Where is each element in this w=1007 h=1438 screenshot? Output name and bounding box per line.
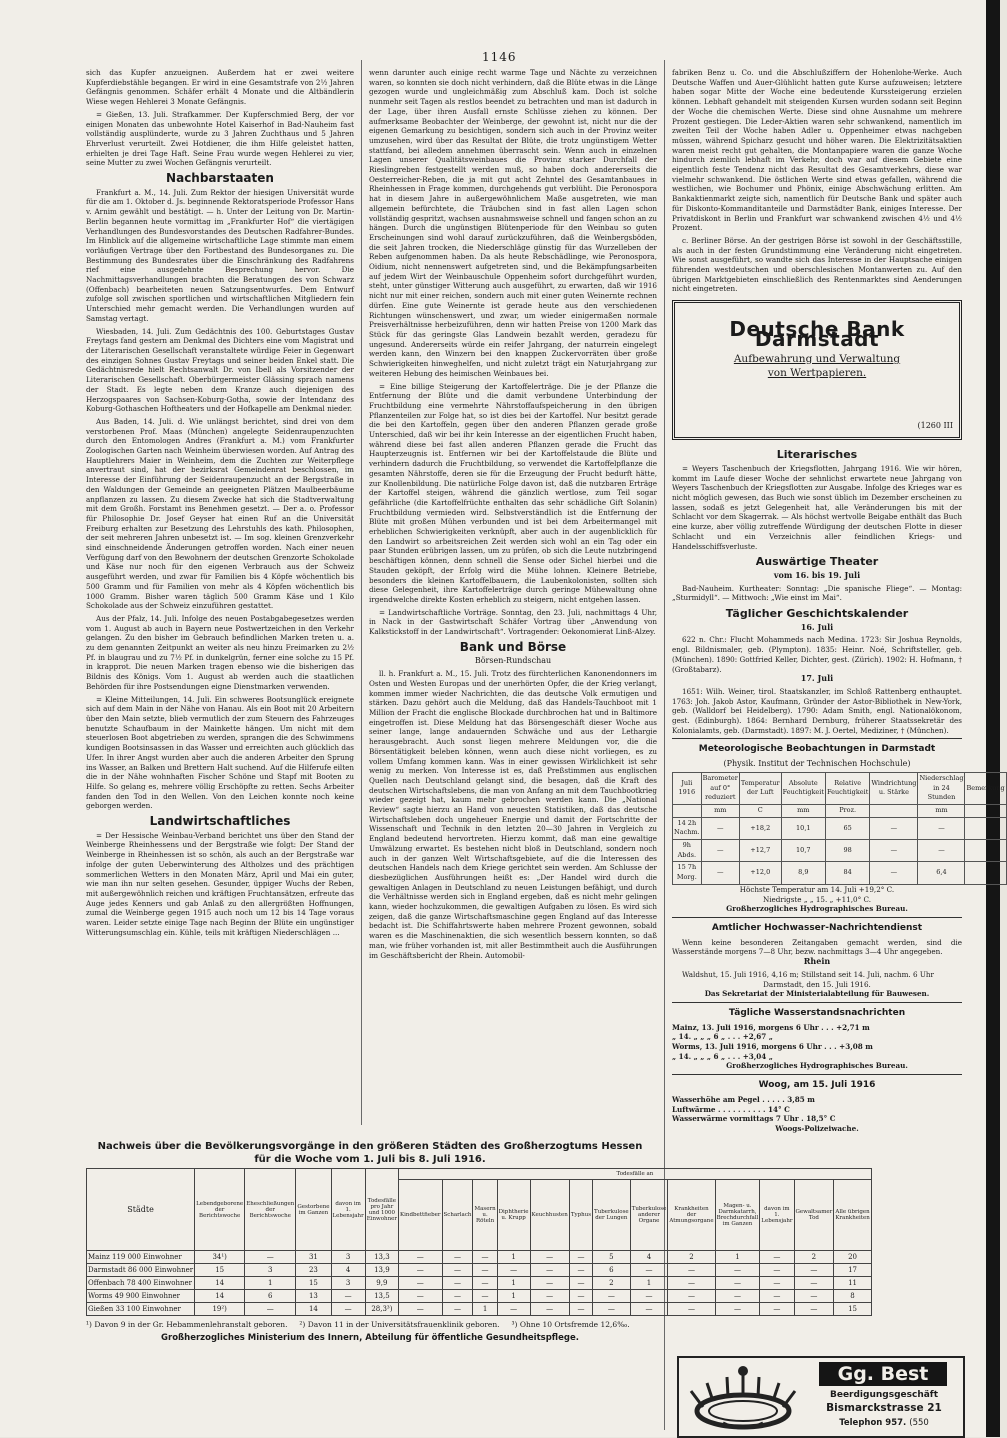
statistics-cell: — xyxy=(593,1290,631,1303)
article-weyers: = Weyers Taschenbuch der Kriegsflotten, Jahrgang 1916. Wie wir hören, kommt im Laufe dieser Woche der sehnlichst erwartete neue Jahrgang von Weyers Taschenbuch der Kriegsflotten zur Ausgabe. Infolge des Krieges war es nicht möglich gewesen, das Buch wie sonst üblich im Dezember erscheinen zu lassen, sodaß es jetzt Gelegenheit hat, alle Veränderungen bis mit der Schlacht vor dem Skagerrak. — Als höchst wertvolle Beigabe enthält das Buch eine kurze, aber völlig zutreffende Würdigung der deutschen Flotte in dieser Schlacht und ein Verzeichnis aller feindlichen Kriegs- und Handelsschiffsverluste. xyxy=(672,463,962,551)
wasserstand-line: Mainz, 13. Juli 1916, morgens 6 Uhr . . . +2,71 m xyxy=(672,1022,870,1032)
header-death-group: Todesfälle an xyxy=(399,1169,872,1180)
weather-header: Relative Feuchtigkeit xyxy=(825,772,869,804)
statistics-cell: 3 xyxy=(331,1277,365,1290)
statistics-cell: — xyxy=(794,1290,834,1303)
statistics-cell: 2 xyxy=(668,1251,715,1264)
statistics-cell: — xyxy=(668,1303,715,1316)
statistics-row xyxy=(87,1277,872,1290)
header-col: Scharlach xyxy=(442,1180,473,1251)
weather-cell: — xyxy=(918,840,965,862)
statistics-body xyxy=(87,1251,872,1316)
subheading-dates: vom 16. bis 19. Juli xyxy=(773,569,861,580)
statistics-cell: — xyxy=(399,1264,442,1277)
statistics-cell: — xyxy=(760,1290,794,1303)
section-heading-bank-boerse: Bank und Börse xyxy=(459,639,567,654)
header-col: Krankheiten der Atmungsorgane xyxy=(668,1180,715,1251)
header-col: Masern u. Röteln xyxy=(473,1180,497,1251)
calendar-16: 622 n. Chr.: Flucht Mohammeds nach Medina. 1723: Sir Joshua Reynolds, engl. Bildnismaler, geb. (Plympton). 1835: Heinr. Noé, Schriftsteller, geb. (München). 1890: Gottfried Keller, Dichter, gest. (Zürich). 1902: H. Hofmann, † (Großtabarz). xyxy=(672,635,962,674)
woog-footer: Woogs-Polizeiwache. xyxy=(775,1123,859,1133)
wasserstand-footer: Großherzogliches Hydrographisches Bureau. xyxy=(726,1061,908,1071)
header-col: davon im 1. Lebensjahr xyxy=(331,1169,365,1251)
statistics-cell: — xyxy=(630,1290,668,1303)
statistics-notes xyxy=(86,1320,654,1330)
article-pfalz: Aus der Pfalz, 14. Juli. Infolge des neuen Postabgabegesetzes werden vom 1. August ab auch in Bayern neue Postwertzeichen in den Verkehr gelangen. Zu den bisher im Gebrauch befindlichen Marken treten u. a. zu dem genannten Zeitpunkt an weiter als neu hinzu Freimarken zu 2½ Pf. in blaugrau und zu 7½ Pf. in dunkelgrün, ferner eine solche zu 15 Pf. in krapprot. Die neuen Marken tragen ebenso wie die bisherigen das Bildnis des Königs. Vom 1. August ab werden auch die staatlichen Behörden für ihre Postsendungen eigne Dienstmarken verwenden. xyxy=(86,613,354,691)
weather-cell: 98 xyxy=(825,840,869,862)
ad-line: Aufbewahrung und Verwaltung xyxy=(733,352,901,365)
statistics-cell: — xyxy=(473,1251,497,1264)
section-heading-geschichtskalender: Täglicher Geschichtskalender xyxy=(725,607,909,621)
header-city: Städte xyxy=(87,1169,195,1251)
weather-cell: — xyxy=(701,862,739,884)
article-giessen: = Gießen, 13. Juli. Strafkammer. Der Kupferschmied Berg, der vor einigen Monaten das unbewohnte Hotel Kaiserhof in Bad-Nauheim fast vollständig ausplünderte, wurde zu 3 Jahren Zuchthaus und 5 Jahren Ehrverlust verurteilt. Zwei Hotdiener, die ihm Hilfe geleistet hatten, erhielten je drei Tage Haft. Seine Frau wurde wegen Hehlerei zu vier, seine Mutter zu zwei Wochen Gefängnis verurteilt. xyxy=(86,109,354,168)
hochwasser-date: Darmstadt, den 15. Juli 1916. xyxy=(763,979,871,989)
article-text: fabriken Benz u. Co. und die Abschlußziffern der Hohenlohe-Werke. Auch Deutsche Waffen und Auer-Glühlicht hatten gute Kurse aufzuweisen; letztere haben sogar Mitte der Woche eine bedeutende Kurssteigerung erzielen können. Lebhaft gehandelt mit steigenden Kursen wurden sodann seit Beginn der Woche die chemischen Werte. Diese sind ohne Ausnahme um mehrere Prozent gestiegen. Die Leder-Aktien waren sehr schwankend, namentlich im zweiten Teil der Woche haben Adler u. Oppenheimer etwas nachgeben müssen, während Spicharz gesucht und höher waren. Die Elektrizitätsaktien waren meist recht gut gehalten, die Montanpapiere waren die ganze Woche hindurch ziemlich lebhaft im Verkehr, doch war auf diesem Gebiete eine eigentlich feste Tendenz nicht das Resultat des Gesamtverkehrs, diese war vielmehr schwankend. Die östlichen Werte sind etwas gefallen, während die westlichen, wie Bochumer und Phönix, einige Abschwächung erlitten. Am Bankaktienmarkt zeigte sich, namentlich für Deutsche Bank und später auch für Diskonto-Kommanditanteile und Darmstädter Bank, einiges Interesse. Der Privatdiskont in Berlin und Frankfurt war schwankend zwischen 4½ und 4½ Prozent. xyxy=(672,68,962,233)
weather-cell: 65 xyxy=(825,817,869,839)
statistics-cell: 14 xyxy=(195,1290,245,1303)
statistics-cell: — xyxy=(569,1264,592,1277)
article-kleine-mitteilungen: = Kleine Mitteilungen, 14. Juli. Ein schweres Bootsunglück ereignete sich auf dem Main in der Nähe von Hanau. Als ein Boot mit 20 Arbeitern über den Main setzte, blieb vermutlich der zum Steuern des Fahrzeuges benutzte Schaufbaum in der Mainkette hängen. Um nicht mit dem steuerlosen Boot abgetrieben zu werden, sprangen die des Schwimmens kundigen Bootsinsassen in das Wasser und erreichten auch glücklich das Ufer. In ihrer Angst wurden aber auch die anderen Arbeiter den Sprung ins Wasser, an Balken und Brettern Halt suchend. Auf die Hilferufe eilten die in der Nähe wohnhaften Fischer Schöne und Stapf mit Booten zu Hilfe. So gelang es, mehrere völlig Erschöpfte zu retten. Sechs Arbeiter fanden den Tod in den Wellen. Von den Leichen konnte noch keine geborgen werden. xyxy=(86,694,354,811)
statistics-cell: — xyxy=(245,1303,296,1316)
weather-unit: mm xyxy=(781,804,825,817)
weather-footer: Großherzogliches Hydrographisches Bureau. xyxy=(726,904,908,914)
section-heading-theater: Auswärtige Theater xyxy=(755,555,879,569)
wreath-icon xyxy=(683,1361,803,1433)
statistics-footer: Großherzogliches Ministerium des Innern, Abteilung für öffentliche Gesundheitspflege. xyxy=(161,1333,579,1343)
column-left xyxy=(86,68,354,1134)
statistics-cell: — xyxy=(442,1264,473,1277)
ad-reference: (1260 III xyxy=(917,421,953,431)
statistics-city: Worms 49 900 Einwohner xyxy=(87,1290,195,1303)
statistics-table xyxy=(86,1168,872,1316)
statistics-note: ³) Ohne 10 Ortsfremde 12,6‰. xyxy=(511,1320,630,1329)
statistics-cell: 2 xyxy=(794,1251,834,1264)
header-col: Eheschließungen der Berichtswoche xyxy=(245,1169,296,1251)
statistics-cell: — xyxy=(530,1303,569,1316)
statistics-cell: 1 xyxy=(630,1277,668,1290)
weather-max: Höchste Temperatur am 14. Juli +19,2° C. xyxy=(739,884,895,894)
subheading-institute: (Physik. Institut der Technischen Hochschule) xyxy=(723,759,911,769)
weather-row xyxy=(673,817,1007,839)
statistics-note: ²) Davon 11 in der Universitätsfrauenklinik geboren. xyxy=(299,1320,500,1329)
statistics-cell: — xyxy=(473,1264,497,1277)
statistics-cell: 6 xyxy=(593,1264,631,1277)
weather-cell: — xyxy=(870,840,918,862)
weather-unit xyxy=(965,804,1006,817)
statistics-cell: — xyxy=(442,1277,473,1290)
weather-cell: — xyxy=(701,840,739,862)
weather-unit-row xyxy=(673,804,1007,817)
statistics-cell: 15 xyxy=(296,1277,331,1290)
statistics-cell: — xyxy=(442,1251,473,1264)
statistics-cell: — xyxy=(760,1251,794,1264)
weather-cell: 14 2h Nachm. xyxy=(673,817,702,839)
statistics-cell: 28,3³) xyxy=(365,1303,398,1316)
weather-header: Barometer auf 0° reduziert xyxy=(701,772,739,804)
article-weinbau: = Der Hessische Weinbau-Verband berichtet uns über den Stand der Weinberge Rheinhessens und der Bergstraße wie folgt: Der Stand der Weinberge in Rheinhessen ist so schön, als auch an der Bergstraße war infolge der guten Ueberwinterung des Altholzes und des prächtigen sommerlichen Wetters in den Monaten März, April und Mai ein guter, wie man ihn nur selten gesehen. Gesunder, üppiger Wuchs der Reben, mit außergewöhnlich reichen und kräftigen Fruchtansätzen, erfreute das Auge jedes Kenners und gab Anlaß zu den allergrößten Hoffnungen, zumal die Weinberge gegen 1915 auch noch um 12 bis 14 Tage voraus waren. Leider setzte einige Tage nach Beginn der Blüte ein ungünstiger Witterungsumschlag ein. Kühle, teils mit kräftigen Niederschlägen ... xyxy=(86,830,354,937)
wasserstand-line: „ 14. „ „ „ 6 „ . . . +2,67 „ xyxy=(672,1032,773,1042)
divider xyxy=(672,1074,962,1075)
header-col: Lebendgeborene der Berichtswoche xyxy=(195,1169,245,1251)
statistics-cell: — xyxy=(794,1303,834,1316)
statistics-cell: 23 xyxy=(296,1264,331,1277)
weather-cell: 10,7 xyxy=(781,840,825,862)
statistics-subtitle: für die Woche vom 1. Juli bis 8. Juli 1916. xyxy=(254,1154,486,1165)
statistics-row xyxy=(87,1290,872,1303)
statistics-cell: 6 xyxy=(245,1290,296,1303)
statistics-cell: — xyxy=(593,1303,631,1316)
header-col: Diphtherie u. Krupp xyxy=(497,1180,530,1251)
statistics-cell: 1 xyxy=(497,1251,530,1264)
statistics-cell: — xyxy=(473,1290,497,1303)
weather-cell: +12,0 xyxy=(739,862,781,884)
column-middle xyxy=(369,68,657,1134)
statistics-cell: — xyxy=(630,1264,668,1277)
article-theater: Bad-Nauheim. Kurtheater: Sonntag: „Die spanische Fliege“. — Montag: „Sturmidyll“. — Mittwoch: „Wie einst im Mai“. xyxy=(672,583,962,603)
ad-reference: (550 xyxy=(909,1418,929,1428)
statistics-cell: — xyxy=(331,1290,365,1303)
statistics-cell: — xyxy=(442,1290,473,1303)
statistics-cell: 17 xyxy=(834,1264,871,1277)
weather-cell xyxy=(965,840,1006,862)
statistics-cell: 5 xyxy=(593,1251,631,1264)
calendar-17: 1651: Wilh. Weiner, tirol. Staatskanzler, im Schloß Rattenberg enthauptet. 1763: Joh. Jakob Astor, Kaufmann, Gründer der Astor-Bibliothek in New-York, geb. (Walldorf bei Heidelberg). 1790: Adam Smith, engl. Nationalökonom, gest. (Edinburgh). 1864: Bernhard Dernburg, früherer Staatssekretär des Kolonialamts, geb. (Darmstadt). 1897: M. J. Oertel, Mediziner, † (München). xyxy=(672,686,962,735)
article-kartoffel: = Eine billige Steigerung der Kartoffelerträge. Die je der Pflanze die Entfernung der Blüte und die damit verbundene Unterbindung der Fruchtbildung eine vermehrte Nährstoffaufspeicherung in den übrigen Pflanzenteilen zur Folge hat, so ist dies bei der Kartoffel. Nur besitzt gerade die bei den Kartoffeln, gegen über den anderen Pflanzen gerade große Unterschied, daß wir bei ihr kein Interesse an der eigentlichen Frucht haben, während diese bei fast allen anderen Pflanzen gerade die Frucht das Haupterzeugnis ist. Entfernen wir bei der Kartoffelstaude die Blüte und verhindern dadurch die Fruchtbildung, so verwendet die Kartoffelpflanze die gesamten Nährstoffe, deren sie für die Erzeugung der Frucht bedurft hätte, zur Knollenbildung. Die natürliche Folge davon ist, daß die nutzbaren Erträge der Kartoffel steigen, während die gänzlich wertlose, zum Teil sogar gefährliche (die Kartoffelfrüchte enthalten das sehr schädliche Gift Solanin) Fruchtbildung vermieden wird. Selbstverständlich ist die Entfernung der Blüte mit großen Mühen verbunden und ist bei dem Arbeitermangel mit erheblichen Schwierigkeiten verknüpft, aber auch in der augenblicklich für den Landwirt so arbeitsreichen Zeit werden sich wohl an ein Tag oder ein paar Stunden erübrigen lassen, um zu prüfen, ob sich die Leute nutzbringend beschäftigen können, denn schnell die Sense oder Sichel hierbei und die Stauden geköpft, der Erfolg wird die Mühe lohnen. Kleinere Betriebe, besonders die kleinen Kartoffelbauern, die Laubenkolonisten, sollten sich diese Gelegenheit, ihre Kartoffelerträge durch geringe Mühewaltung ohne irgendwelche direkte Kosten erheblich zu steigern, nicht entgehen lassen. xyxy=(369,381,657,604)
statistics-cell: — xyxy=(668,1290,715,1303)
section-heading-woog: Woog, am 15. Juli 1916 xyxy=(758,1080,876,1091)
statistics-cell: 15 xyxy=(195,1264,245,1277)
article-boerse: ll. h. Frankfurt a. M., 15. Juli. Trotz des fürchterlichen Kanonendonners im Osten und Westen Europas und der unerhörten Opfer, die der Krieg verlangt, kommen immer wieder Nachrichten, die das deutsche Volk ermutigen und stärken. Dazu gehört auch die Meldung, daß das Handels-Tauchboot mit 1 Million der Fracht die englische Blockade durchbrochen hat und in Baltimore eingetroffen ist. Diese Meldung hat das Börsengeschäft dieser Woche aus seiner lange, lange andauernden Schwäche und aus der Lethargie herausgebracht. Auch sonst liegen mehrere Meldungen vor, die die Börsentätigkeit beleben können, wenn auch diese nicht vorliegen, es zu vollem Umfang kommen kann. Was in einer gewissen Wirklichkeit ist sehr wenig zu merken. Von Interesse ist es, daß Preßstimmen aus englischen Quellen nach Deutschland gelangt sind, die besagen, daß die Kraft des deutschen Wirtschaftslebens, die man von Anfang an mit dem Tauchbootkrieg wieder gezeigt hat, kaum mehr gebrochen werden kann. Die „National Review“ sagte hierzu an Hand von neuesten Statistiken, daß das deutsche Wirtschaftsleben doch ungeheuer Energie und damit der Fortschritte der Wissenschaft und Technik in den letzten 20—30 Jahren in Vergleich zu England bedeutend hervortreten. Hierzu kommt, daß man eine gewaltige Umwälzung erwartet. Es bestehen nicht bloß in Deutschland, sondern noch auch in der ganzen Welt Wirtschaftsgebiete, auf die die Interessen des deutschen Handels nach dem Kriege gerichtet sein werden. Am Schlusse der diesbezüglichen Ausführungen heißt es: „Der Handel wird durch die gewaltigen Anlagen in Deutschland zu neuen Leistungen befähigt, und durch die Verhältnisse werden sich in England ergeben, daß es nicht mehr gelingen kann, wieder hochzukommen, die gewaltigen Aufgaben zu lösen. Es wird sich zeigen, daß die ganze Wirtschaftsmaschine gegen England auf das Interesse bedacht ist. Die Schiffahrtswerte haben mehrere Prozent gewonnen, sobald waren es die Maschinenaktien, die sich wesentlich bessern konnten, so daß man, wie früher vorhanden ist, mit aller Bestimmtheit auch die Ausführungen im Geschäftsbericht der Rhein. Automobil- xyxy=(369,669,657,960)
weather-cell: 9h Abds. xyxy=(673,840,702,862)
statistics-cell: 14 xyxy=(195,1277,245,1290)
population-statistics xyxy=(86,1140,870,1343)
article-text: wenn darunter auch einige recht warme Tage und Nächte zu verzeichnen waren, so konnten sie doch nicht verhindern, daß die Blüte etwas in die Länge gezogen wurde und ungleichmäßig zum Abschluß kam. Doch ist solche nunmehr seit Tagen als restlos beendet zu betrachten und man ist dadurch in der Lage, über ihren Ausfall ernste Schlüsse ziehen zu können. Der aufmerksame Beobachter der Weinberge, der gewohnt ist, nicht nur die der eigenen Gemarkung zu besichtigen, sondern sich auch in der Provinz weiter umzusehen, wird über das Resultat der Blüte, die trotz ungünstigem Wetter stattfand, bei alledem annehmen überrascht sein. Wenn auch in einzelnen Lagen unserer Qualitätsweinbaues die Provinz starker Durchfall der Rieslingreben festgestellt werden muß, so haben doch andererseits die Oesterreicher-Reben, die ja mit gut acht Zehntel des Gesamtanbaues in Rheinhessen in Frage kommen, durchgehends gut verblüht. Die Peronospora hat in diesem Jahre in außergewöhnlichem Maße ausgetreten, wie man allgemein befürchtete, die Träubchen sind in fast allen Lagen schon vollständig gespritzt, wachsen ausnahmsweise schnell und fangen schon an zu hängen. Durch die ungünstigen Blütenperiode für den Weinbau so guten Erscheinungen sind wohl darauf zurückzuführen, daß die Weinbergsböden, die seit Jahren trocken, die Niederschläge günstig für das Wurzelleben der Reben aufgenommen haben. Da als heute Rebschädlinge, wie Peronospora, Oidium, nicht nennenswert aufgetreten sind, und die Bekämpfungsarbeiten auf jedem Wirt der Weinbauschule Oppenheim sofort durchgeführt wurden, steht, unter günstiger Witterung auch ausgeführt, zu erwarten, daß wir 1916 nicht nur mit einer reichen, sondern auch mit einer guten Weinernte rechnen dürfen. Eine gute Weinernte ist gerade heute aus den verschiedenen Richtungen wünschenswert, und zwar, um wieder einigermaßen normale Preisverhältnisse herbeizuführen, denn wir hatten Preise von 1200 Mark das Stück für das geringste Glas Landwein bezahlt werden, geradezu für ungesund. Andererseits würde ein reifer Jahrgang, der naturrein eingelegt werden kann, den Winzern bei den knappen Zuckervorräten über große Schwierigkeiten hinweghelfen, und nicht zuletzt trägt ein Naturjahrgang zur weiteren Hebung des heimischen Weinbaues bei. xyxy=(369,68,657,378)
weather-unit: mm xyxy=(918,804,965,817)
page-edge-bar xyxy=(986,0,1000,1437)
weather-unit xyxy=(673,804,702,817)
statistics-cell: 9,9 xyxy=(365,1277,398,1290)
statistics-cell: 1 xyxy=(715,1251,760,1264)
statistics-cell: — xyxy=(715,1277,760,1290)
divider xyxy=(672,738,962,739)
statistics-cell: 31 xyxy=(296,1251,331,1264)
weather-min: Niedrigste „ „ 15. „ +11,0° C. xyxy=(762,894,872,904)
article-baden: Aus Baden, 14. Juli. d. Wie unlängst berichtet, sind drei von dem verstorbenen Prof. Maas (München) angelegte Seidenraupenzuchten durch den Entomologen Andres (Frankfurt a. M.) vom Frankfurter Zoologischen Garten nach Weinheim überwiesen worden. Auf Antrag des Hauptlehrers Maier in Weinheim, dem die Zuchten zur Weiterpflege anvertraut sind, hat der bezirksrat Gemeindenrat beschlossen, im Interesse der Einführung der Seidenraupenzucht an der Bergstraße in den Waldungen der Gemeinde an geeigneten Plätzen Maulbeerbäume anpflanzen zu lassen. Zu diesem Zwecke hat sich die Stadtverwaltung mit dem Großh. Forstamt ins Benehmen gesetzt. — Der a. o. Professor für Philosophie Dr. Josef Geyser hat einen Ruf an die Universität Freiburg erhalten zur Besetzung des Lehrstuhls des kath. Philosophen, der seit mehreren Jahren unbesetzt ist. — Im sog. kleinen Grenzverkehr sind einschneidende Änderungen getroffen worden. Nach einer neuen Verfügung darf von den Bewohnern der deutschen Grenzorte Schokolade und Käse nur noch für den eigenen Verbrauch aus der Schweiz ausgeführt werden, und zwar für Familien bis 4 Köpfe wöchentlich bis 500 Gramm und für Familien von mehr als 4 Köpfen wöchentlich bis 1000 Gramm. Bisher waren täglich 500 Gramm Käse und 1 Kilo Schokolade aus der Schweiz einzuführen gestattet. xyxy=(86,416,354,611)
statistics-cell: 1 xyxy=(497,1290,530,1303)
header-col: davon im 1. Lebensjahr xyxy=(760,1180,794,1251)
statistics-row xyxy=(87,1303,872,1316)
subheading-rhein: Rhein xyxy=(803,956,831,967)
ad-title: Deutsche Bank Darmstadt xyxy=(729,317,905,351)
statistics-cell: 1 xyxy=(497,1277,530,1290)
statistics-cell: — xyxy=(569,1277,592,1290)
weather-cell: 15 7h Morg. xyxy=(673,862,702,884)
statistics-cell: — xyxy=(530,1264,569,1277)
statistics-cell: — xyxy=(331,1303,365,1316)
statistics-group-row xyxy=(87,1169,872,1180)
subheading-boersen-rundschau: Börsen-Rundschau xyxy=(474,656,552,666)
statistics-cell: — xyxy=(569,1290,592,1303)
statistics-row xyxy=(87,1264,872,1277)
weather-table xyxy=(672,772,1007,885)
header-col: Keuchhusten xyxy=(530,1180,569,1251)
statistics-city: Gießen 33 100 Einwohner xyxy=(87,1303,195,1316)
header-col: Gestorbene im Ganzen xyxy=(296,1169,331,1251)
woog-line: Wasserhöhe am Pegel . . . . . 3,85 m xyxy=(672,1094,815,1104)
weather-row xyxy=(673,840,1007,862)
statistics-cell: — xyxy=(530,1290,569,1303)
statistics-city: Mainz 119 000 Einwohner xyxy=(87,1251,195,1264)
statistics-cell: — xyxy=(794,1277,834,1290)
section-heading-hochwasser: Amtlicher Hochwasser-Nachrichtendienst xyxy=(711,923,923,933)
subheading-date-16: 16. Juli xyxy=(800,621,834,632)
weather-cell xyxy=(965,817,1006,839)
weather-header: Absolute Feuchtigkeit xyxy=(781,772,825,804)
header-col: Todesfälle pro Jahr und 1000 Einwohner xyxy=(365,1169,398,1251)
column-right xyxy=(672,68,1005,1354)
weather-cell: 10,1 xyxy=(781,817,825,839)
ad-line: Beerdigungsgeschäft xyxy=(829,1390,939,1400)
statistics-cell: — xyxy=(530,1277,569,1290)
weather-row xyxy=(673,862,1007,884)
statistics-cell: — xyxy=(668,1264,715,1277)
ad-line: von Wertpapieren. xyxy=(767,367,867,380)
statistics-cell: 3 xyxy=(245,1264,296,1277)
statistics-cell: — xyxy=(760,1264,794,1277)
weather-cell: — xyxy=(918,817,965,839)
article-wiesbaden: Wiesbaden, 14. Juli. Zum Gedächtnis des 100. Geburtstages Gustav Freytags fand gestern am Denkmal des Dichters eine vom Magistrat und der Literarischen Gesellschaft veranstaltete würdige Feier in Gegenwart des einzigen Sohnes Gustav Freytags und seiner beiden Enkel statt. Die Gedächtnisrede hielt Rechtsanwalt Dr. von Ibell als Vorsitzender der Literarischen Gesellschaft. Oberbürgermeister Glässing sprach namens der Stadt. Es legte neben dem Kranze auch diejenigen des Herzogspaares von Sachsen-Koburg-Gotha, sowie der Intendanz des Koburg-Gothaschen Hoftheaters und der Hofkapelle am Denkmal nieder. xyxy=(86,326,354,414)
statistics-cell: 13,3 xyxy=(365,1251,398,1264)
wasserstand-line: „ 14. „ „ „ 6 „ . . . +3,04 „ xyxy=(672,1051,773,1061)
statistics-cell: — xyxy=(630,1303,668,1316)
statistics-cell: — xyxy=(668,1277,715,1290)
ad-address: Bismarckstrasse 21 xyxy=(826,1402,942,1414)
statistics-cell: 20 xyxy=(834,1251,871,1264)
statistics-cell: 19²) xyxy=(195,1303,245,1316)
statistics-row xyxy=(87,1251,872,1264)
statistics-cell: 1 xyxy=(245,1277,296,1290)
header-col: Tuberkulose anderer Organe xyxy=(630,1180,668,1251)
weather-cell: — xyxy=(870,817,918,839)
statistics-cell: 13,5 xyxy=(365,1290,398,1303)
statistics-cell: — xyxy=(760,1277,794,1290)
statistics-cell: — xyxy=(473,1277,497,1290)
statistics-cell: — xyxy=(399,1251,442,1264)
statistics-title: Nachweis über die Bevölkerungsvorgänge in den größeren Städten des Großherzogtums Hessen xyxy=(97,1141,643,1152)
article-text: sich das Kupfer anzueignen. Außerdem hat er zwei weitere Kupferdiebstähle begangen. Er wird in eine Gesamtstrafe von 2½ Jahren Gefängnis genommen. Schäfer erhält 4 Monate und die Altbändlerin Wiese wegen Hehlerei 3 Monate Gefängnis. xyxy=(86,68,354,107)
weather-unit: Proz. xyxy=(825,804,869,817)
weather-cell xyxy=(965,862,1006,884)
statistics-cell: — xyxy=(399,1290,442,1303)
weather-header: Windrichtung u. Stärke xyxy=(870,772,918,804)
woog-line: Wasserwärme vormittags 7 Uhr . 18,5° C xyxy=(672,1114,836,1124)
statistics-cell: 2 xyxy=(593,1277,631,1290)
section-heading-wasserstand: Tägliche Wasserstandsnachrichten xyxy=(728,1007,906,1018)
statistics-cell: 11 xyxy=(834,1277,871,1290)
statistics-cell: — xyxy=(760,1303,794,1316)
statistics-cell: — xyxy=(715,1290,760,1303)
header-col: Kindbettfieber xyxy=(399,1180,442,1251)
weather-cell: — xyxy=(870,862,918,884)
header-col: Alle übrigen Krankheiten xyxy=(834,1180,871,1251)
weather-cell: — xyxy=(701,817,739,839)
statistics-city: Darmstadt 86 000 Einwohner xyxy=(87,1264,195,1277)
statistics-cell: — xyxy=(569,1251,592,1264)
page-number: 1146 xyxy=(482,50,517,64)
weather-header: Temperatur der Luft xyxy=(739,772,781,804)
hochwasser-signature: Das Sekretariat der Ministerialabteilung für Bauwesen. xyxy=(704,989,930,999)
weather-cell: +12,7 xyxy=(739,840,781,862)
weather-header: Bemerkung xyxy=(965,772,1006,804)
statistics-cell: — xyxy=(715,1303,760,1316)
column-rule xyxy=(361,60,362,1125)
section-heading-meteorologie: Meteorologische Beobachtungen in Darmstadt xyxy=(698,744,936,755)
weather-cell: +18,2 xyxy=(739,817,781,839)
statistics-cell: — xyxy=(245,1251,296,1264)
statistics-cell: 13 xyxy=(296,1290,331,1303)
weather-header-row xyxy=(673,772,1007,804)
statistics-cell: 4 xyxy=(331,1264,365,1277)
statistics-cell: 3 xyxy=(331,1251,365,1264)
header-col: Typhus xyxy=(569,1180,592,1251)
weather-unit: mm xyxy=(701,804,739,817)
section-heading-nachbarstaaten: Nachbarstaaten xyxy=(166,171,274,186)
advertisement-deutsche-bank xyxy=(672,300,962,440)
article-berliner-boerse: c. Berliner Börse. An der gestrigen Börse ist sowohl in der Geschäftsstille, als auch in der festen Grundstimmung eine Veränderung nicht eingetreten. Wie sonst ausgeführt, so wandte sich das Interesse in der Hauptsache einigen führenden westdeutschen und oberschlesischen Montanwerten zu. Auf den übrigen Marktgebieten einschließlich des Rentenmarktes sind Aenderungen nicht eingetreten. xyxy=(672,235,962,294)
header-col: Gewaltsamer Tod xyxy=(794,1180,834,1251)
statistics-cell: — xyxy=(399,1303,442,1316)
divider xyxy=(672,1002,962,1003)
statistics-city: Offenbach 78 400 Einwohner xyxy=(87,1277,195,1290)
section-heading-literarisches: Literarisches xyxy=(776,448,858,462)
divider xyxy=(672,917,962,918)
article-frankfurt: Frankfurt a. M., 14. Juli. Zum Rektor der hiesigen Universität wurde für die am 1. Oktober d. Js. beginnende Rektoratsperiode Professor Hans v. Arnim gewählt und bestätigt. — h. Unter der Leitung von Dr. Martin-Berlin begannen heute vormittag im „Frankfurter Hof“ die viertägigen Verhandlungen des Bundesvorstandes des Deutschen Radfahrer-Bundes. Im Hinblick auf die allgemeine wirtschaftliche Lage stimmte man einem vorläufigen Vertrage über den Fortbestand des Bundesorganes zu. Die Bestimmung des Bundesrates über die Einschränkung des Radfahrens rief eine ausgedehnte Besprechung hervor. Die Nachmittagsverhandlungen brachten die Beratungen des von Schwarz (Offenbach) bearbeiteten neuen Satzungsentwurfes. Dem Entwurf zufolge soll zwischen sportlichen und wirtschaftlichen Mitgliedern fein Unterschied mehr gemacht werden. Die Verhandlungen wurden auf Samstag vertagt. xyxy=(86,187,354,323)
woog-line: Luftwärme . . . . . . . . . . 14° C xyxy=(672,1104,790,1114)
weather-cell: 84 xyxy=(825,862,869,884)
statistics-cell: — xyxy=(794,1264,834,1277)
wasserstand-line: Worms, 13. Juli 1916, morgens 6 Uhr . . . +3,08 m xyxy=(672,1042,873,1052)
ad-phone xyxy=(809,1418,959,1428)
statistics-cell: — xyxy=(399,1277,442,1290)
statistics-cell: — xyxy=(715,1264,760,1277)
statistics-cell: — xyxy=(442,1303,473,1316)
header-col: Magen- u. Darmkatarrh, Brechdurchfall im Ganzen xyxy=(715,1180,760,1251)
statistics-cell: 14 xyxy=(296,1303,331,1316)
weather-header: Niederschlag in 24 Stunden xyxy=(918,772,965,804)
statistics-cell: 34¹) xyxy=(195,1251,245,1264)
ad-phone-text: Telephon 957. xyxy=(839,1418,907,1428)
statistics-cell: 8 xyxy=(834,1290,871,1303)
article-vortraege: = Landwirtschaftliche Vorträge. Sonntag, den 23. Juli, nachmittags 4 Uhr, in Nack in der Gastwirtschaft Schäfer Vortrag über „Anwendung von Kalkstickstoff in der Landwirtschaft“. Vortragender: Oekonomierat Linß-Alzey. xyxy=(369,607,657,637)
subheading-date-17: 17. Juli xyxy=(800,673,834,684)
statistics-cell: 15 xyxy=(834,1303,871,1316)
weather-cell: 8,9 xyxy=(781,862,825,884)
weather-unit: C xyxy=(739,804,781,817)
hochwasser-waldshut: Waldshut, 15. Juli 1916, 4,16 m; Stillstand seit 14. Juli, nachm. 6 Uhr xyxy=(682,969,934,979)
advertisement-funeral xyxy=(677,1356,965,1438)
statistics-cell: 4 xyxy=(630,1251,668,1264)
hochwasser-text: Wenn keine besonderen Zeitangaben gemacht werden, sind die Wasserstände morgens 7—8 Uhr, bezw. nachmittags 3—4 Uhr angegeben. xyxy=(672,937,962,957)
statistics-cell: — xyxy=(497,1264,530,1277)
statistics-note: ¹) Davon 9 in der Gr. Hebammenlehranstalt geboren. xyxy=(86,1320,288,1329)
weather-header: Juli 1916 xyxy=(673,772,702,804)
weather-cell: 6,4 xyxy=(918,862,965,884)
statistics-cell: — xyxy=(569,1303,592,1316)
header-col: Tuberkulose der Lungen xyxy=(593,1180,631,1251)
statistics-cell: 1 xyxy=(473,1303,497,1316)
statistics-cell: — xyxy=(530,1251,569,1264)
section-heading-landwirtschaftliches: Landwirtschaftliches xyxy=(149,814,291,829)
weather-unit xyxy=(870,804,918,817)
ad-company-name: Gg. Best xyxy=(819,1362,947,1386)
statistics-cell: — xyxy=(497,1303,530,1316)
statistics-cell: 13,9 xyxy=(365,1264,398,1277)
